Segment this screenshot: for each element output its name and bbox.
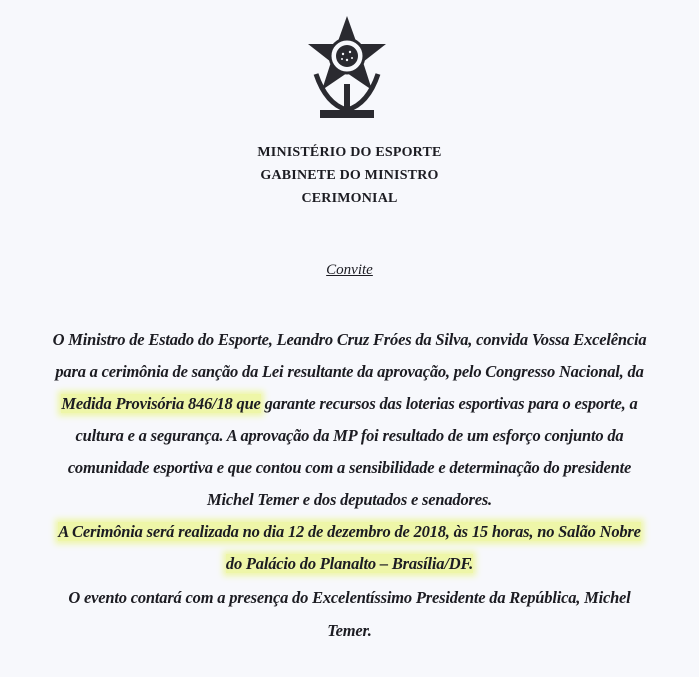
body-line: para a cerimônia de sanção da Lei resultante da aprovação, pelo Congresso Nacional, da [55,362,644,381]
body-line: O evento contará com a presença do Excelentíssimo Presidente da República, Michel [68,588,631,607]
body-text: garante recursos das loterias esportivas para o esporte, a [260,394,638,413]
document-title [0,262,699,279]
body-line: Michel Temer e dos deputados e senadores. [207,490,492,509]
body-line: Temer. [327,621,372,640]
body-line [0,394,699,414]
brazil-coat-of-arms-emblem [306,14,388,124]
highlighted-text: Medida Provisória 846/18 que [61,394,261,413]
highlighted-text: A Cerimônia será realizada no dia 12 de dezembro de 2018, às 15 horas, no Salão Nobre [58,522,641,541]
body-line: cultura e a segurança. A aprovação da MP foi resultado de um esforço conjunto da [75,426,624,445]
body-line [0,554,699,574]
header-ceremonial: CERIMONIAL [301,191,398,206]
header-ministry: MINISTÉRIO DO ESPORTE [257,145,442,160]
header-cabinet: GABINETE DO MINISTRO [260,168,439,183]
highlighted-text: do Palácio do Planalto – Brasília/DF. [225,554,474,573]
title-text: Convite [326,262,373,278]
body-line: comunidade esportiva e que contou com a sensibilidade e determinação do presidente [67,458,632,477]
body-line: O Ministro de Estado do Esporte, Leandro Cruz Fróes da Silva, convida Vossa Excelência [52,330,647,349]
body-line [0,522,699,542]
